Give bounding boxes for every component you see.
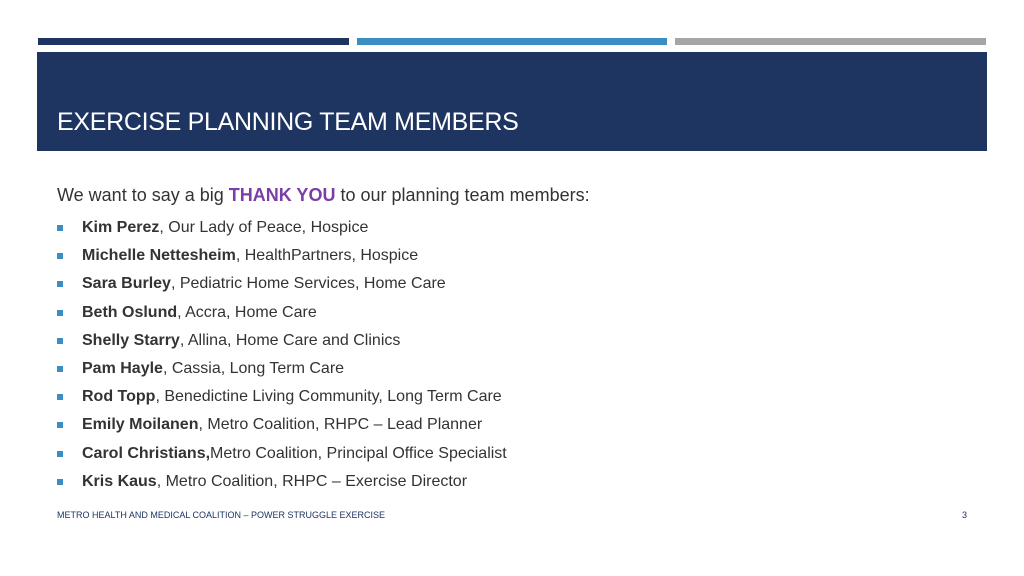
member-detail: , HealthPartners, Hospice <box>235 247 419 265</box>
list-item <box>57 270 507 298</box>
member-name: Shelly Starry <box>82 331 180 349</box>
page-number: 3 <box>961 510 967 520</box>
member-name: Pam Hayle <box>82 360 163 378</box>
accent-bar-navy <box>38 38 349 45</box>
title-band <box>37 52 987 151</box>
member-detail: , Accra, Home Care <box>177 303 317 321</box>
intro-before: We want to say a big <box>57 185 229 205</box>
list-item <box>57 383 507 411</box>
member-name: Carol Christians, <box>82 444 211 462</box>
list-item <box>57 468 507 496</box>
team-member-list <box>57 214 507 496</box>
member-name: Sara Burley <box>82 275 171 293</box>
list-item <box>57 440 507 468</box>
square-bullet-icon <box>57 394 63 400</box>
square-bullet-icon <box>57 310 63 316</box>
square-bullet-icon <box>57 253 63 259</box>
list-item <box>57 242 507 270</box>
member-detail: , Metro Coalition, RHPC – Lead Planner <box>198 416 483 434</box>
member-detail: , Allina, Home Care and Clinics <box>179 331 401 349</box>
slide-footer: METRO HEALTH AND MEDICAL COALITION – POWER STRUGGLE EXERCISE <box>57 510 386 520</box>
intro-text <box>57 185 590 206</box>
list-item <box>57 299 507 327</box>
member-detail: , Pediatric Home Services, Home Care <box>170 275 446 293</box>
member-detail: , Benedictine Living Community, Long Term Care <box>155 388 502 406</box>
list-item <box>57 355 507 383</box>
list-item <box>57 411 507 439</box>
square-bullet-icon <box>57 451 63 457</box>
member-name: Kris Kaus <box>82 472 157 490</box>
accent-bar-gray <box>675 38 986 45</box>
slide-title: EXERCISE PLANNING TEAM MEMBERS <box>57 108 519 136</box>
member-detail: , Our Lady of Peace, Hospice <box>159 219 369 237</box>
member-name: Emily Moilanen <box>82 416 199 434</box>
accent-bar-blue <box>357 38 667 45</box>
member-name: Kim Perez <box>82 219 160 237</box>
square-bullet-icon <box>57 366 63 372</box>
intro-after: to our planning team members: <box>335 185 590 205</box>
square-bullet-icon <box>57 422 63 428</box>
thank-you-emphasis: THANK YOU <box>228 185 336 205</box>
square-bullet-icon <box>57 479 63 485</box>
member-name: Michelle Nettesheim <box>82 247 236 265</box>
member-detail: , Metro Coalition, RHPC – Exercise Director <box>156 472 468 490</box>
square-bullet-icon <box>57 338 63 344</box>
square-bullet-icon <box>57 225 63 231</box>
member-name: Rod Topp <box>82 388 156 406</box>
square-bullet-icon <box>57 281 63 287</box>
member-name: Beth Oslund <box>82 303 178 321</box>
list-item <box>57 214 507 242</box>
list-item <box>57 327 507 355</box>
member-detail: , Cassia, Long Term Care <box>162 360 345 378</box>
member-detail: Metro Coalition, Principal Office Specialist <box>210 444 507 462</box>
